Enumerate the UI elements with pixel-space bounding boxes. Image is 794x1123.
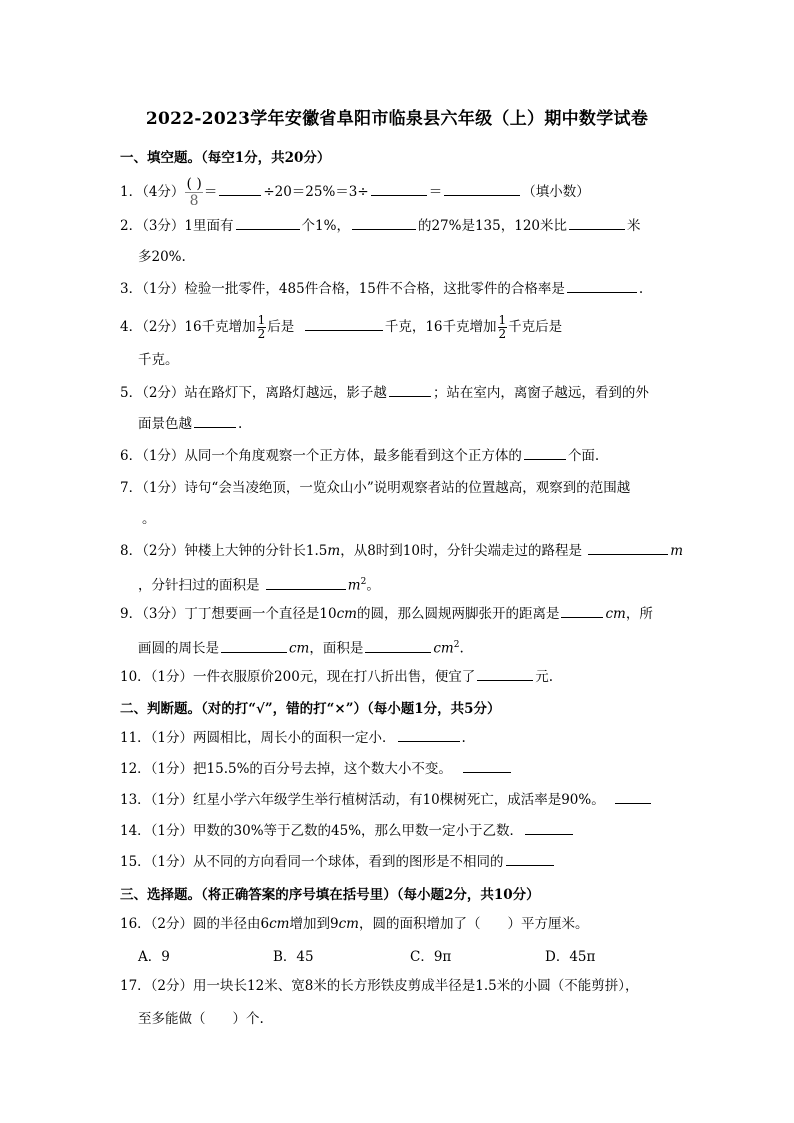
option-c[interactable]: C．9π	[410, 949, 452, 965]
answer-blank[interactable]	[506, 852, 554, 866]
question-5-cont: 面景色越 .	[138, 416, 243, 432]
exam-title: 2022-2023学年安徽省阜阳市临泉县六年级（上）期中数学试卷	[145, 109, 649, 129]
question-17-cont: 至多能做（ ）个.	[138, 1011, 264, 1027]
answer-blank[interactable]	[236, 216, 300, 230]
option-d[interactable]: D．45π	[545, 949, 596, 965]
question-11: 11．（1分）两圆相比，周长小的面积一定小． .	[120, 730, 466, 746]
question-7: 7．（1分）诗句“会当凌绝顶，一览众山小”说明观察者站的位置越高，观察到的范围越	[120, 480, 631, 496]
question-9: 9．（3分）丁丁想要画一个直径是10cm的圆，那么圆规两脚张开的距离是 cm，所	[120, 606, 653, 622]
question-2: 2．（3分）1里面有 个1%， 的27%是135，120米比 米	[120, 218, 641, 234]
answer-blank[interactable]	[219, 182, 261, 196]
answer-blank[interactable]	[524, 446, 566, 460]
question-10: 10．（1分）一件衣服原价200元，现在打八折出售，便宜了 元.	[120, 669, 554, 685]
question-6: 6．（1分）从同一个角度观察一个正方体，最多能看到这个正方体的 个面.	[120, 448, 600, 464]
section-fill-in: 一、填空题。（每空1分，共20分）	[120, 150, 331, 166]
question-14: 14．（1分）甲数的30%等于乙数的45%，那么甲数一定小于乙数．	[120, 821, 680, 841]
answer-blank[interactable]	[567, 279, 637, 293]
question-4-cont: 千克。	[138, 352, 179, 368]
answer-blank[interactable]	[398, 728, 460, 742]
question-7-cont: 。	[142, 511, 156, 527]
answer-blank[interactable]	[194, 414, 236, 428]
question-16: 16．（2分）圆的半径由6cm增加到9cm，圆的面积增加了（ ）平方厘米。	[120, 916, 589, 932]
fraction: $\frac{1}{2}$	[257, 313, 266, 341]
fraction: $\frac{1}{2}$	[498, 313, 507, 341]
answer-blank[interactable]	[615, 790, 651, 804]
answer-blank[interactable]	[569, 216, 625, 230]
answer-blank[interactable]	[266, 576, 346, 590]
answer-blank[interactable]	[525, 821, 573, 835]
answer-blank[interactable]	[463, 759, 511, 773]
answer-blank[interactable]	[561, 604, 603, 618]
option-a[interactable]: A．9	[138, 949, 170, 965]
answer-blank[interactable]	[221, 639, 287, 653]
answer-blank[interactable]	[444, 182, 520, 196]
question-9-cont: 画圆的周长是 cm，面积是 $cm^2$.	[138, 640, 464, 657]
question-3: 3．（1分）检验一批零件，485件合格，15件不合格，这批零件的合格率是 .	[120, 281, 644, 297]
question-8: 8．（2分）钟楼上大钟的分针长1.5m，从8时到10时，分针尖端走过的路程是 m	[120, 543, 684, 559]
answer-blank[interactable]	[305, 317, 383, 331]
answer-blank[interactable]	[365, 639, 431, 653]
question-12: 12．（1分）把15.5%的百分号去掉，这个数大小不变。	[120, 759, 680, 779]
question-15: 15．（1分）从不同的方向看同一个球体，看到的图形是不相同的	[120, 852, 680, 872]
fraction: $\frac{( )}{8}$	[186, 176, 202, 209]
question-2-cont: 多20%.	[138, 249, 186, 265]
answer-blank[interactable]	[389, 383, 431, 397]
section-true-false: 二、判断题。（对的打“√”，错的打“×”）（每小题1分，共5分）	[120, 701, 501, 717]
question-17: 17．（2分）用一块长12米、宽8米的长方形铁皮剪成半径是1.5米的小圆（不能剪拼），	[120, 978, 639, 994]
question-5: 5．（2分）站在路灯下，离路灯越远，影子越 ；站在室内，离窗子越远，看到的外	[120, 385, 649, 401]
question-4: 4．（2分）16千克增加 $\frac{1}{2}$ 后是 千克，16千克增加 $\frac{1}{2}$ 千克后是	[120, 313, 563, 341]
answer-blank[interactable]	[477, 667, 533, 681]
section-multiple-choice: 三、选择题。（将正确答案的序号填在括号里）（每小题2分，共10分）	[120, 887, 540, 903]
answer-blank[interactable]	[588, 541, 668, 555]
question-8-cont: ，分针扫过的面积是 $m^2$。	[138, 577, 380, 594]
question-13: 13．（1分）红星小学六年级学生举行植树活动，有10棵树死亡，成活率是90%。	[120, 790, 680, 810]
option-b[interactable]: B．45	[273, 949, 314, 965]
answer-blank[interactable]	[371, 182, 427, 196]
question-1: 1．（4分） $\frac{( )}{8}$ ＝ ÷20＝25%＝3÷ ＝ （填小数）	[120, 176, 590, 209]
answer-blank[interactable]	[352, 216, 416, 230]
